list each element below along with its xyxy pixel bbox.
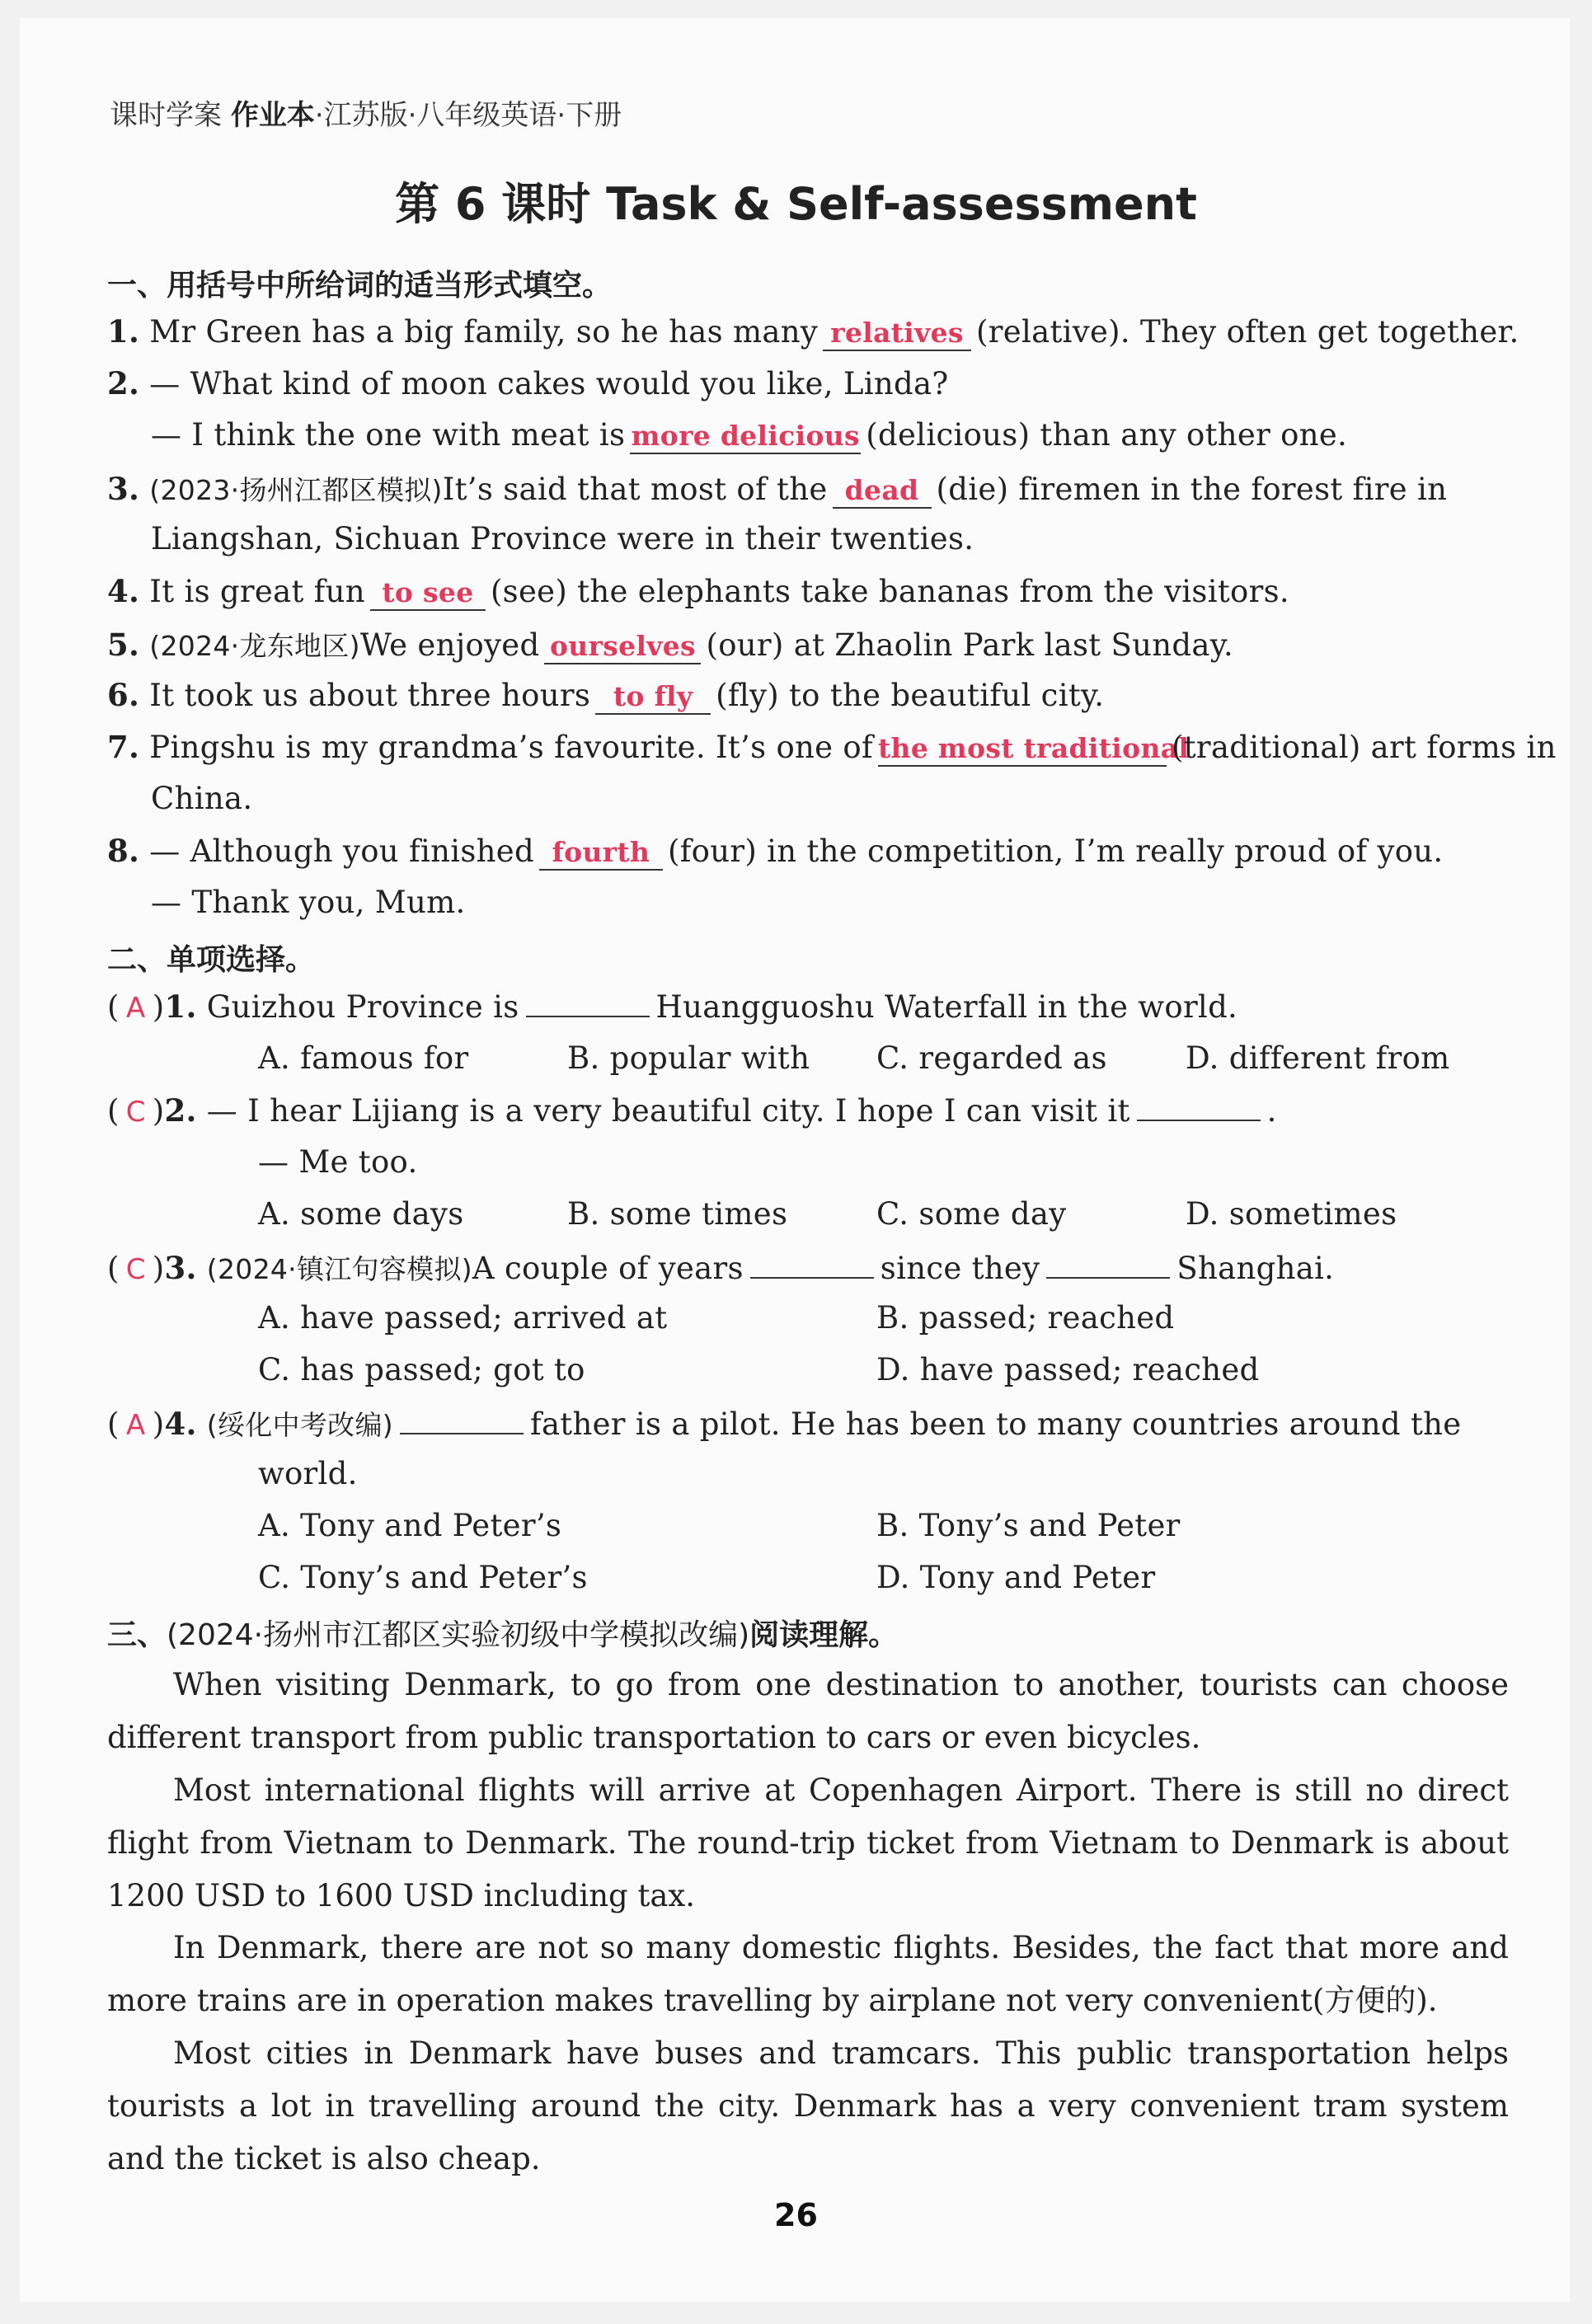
s2-q1-opt-c: C. regarded as — [876, 1040, 1107, 1076]
s2-q1-opt-d: D. different from — [1186, 1040, 1450, 1076]
page-title: 第 6 课时 Task & Self-assessment — [395, 178, 1197, 230]
reading-paragraph-3: In Denmark, there are not so many domestic flights. Besides, the fact that more and more trains are in operation makes travelling by airplane not very convenient(方便的). — [107, 1930, 1509, 2018]
s2-q1: ( A )1. Guizhou Province is Huangguoshu Waterfall in the world. — [107, 988, 1238, 1025]
reading-paragraph-2: Most international flights will arrive at Copenhagen Airport. There is still no direct flight from Vietnam to Denmark. The round-trip ticket from Vietnam to Denmark is about 1200 USD to 1600 USD including tax. — [107, 1772, 1509, 1913]
s2-q3-opt-b: B. passed; reached — [876, 1300, 1175, 1336]
s2-q2-opt-c: C. some day — [876, 1196, 1067, 1232]
s2-q2: ( C )2. — I hear Lijiang is a very beautiful city. I hope I can visit it . — [107, 1092, 1277, 1129]
s1-item-6: 6. It took us about three hours to fly (fly) to the beautiful city. — [107, 677, 1105, 713]
s1-item-5: 5. (2024·龙东地区)We enjoyed ourselves (our) at Zhaolin Park last Sunday. — [107, 627, 1234, 663]
s2-q2-opt-d: D. sometimes — [1186, 1196, 1397, 1232]
s2-q4-opt-a: A. Tony and Peter’s — [258, 1508, 562, 1543]
section3-heading: 三、(2024·扬州市江都区实验初级中学模拟改编)阅读理解。 — [107, 1618, 899, 1652]
section1-heading: 一、用括号中所给词的适当形式填空。 — [107, 269, 613, 303]
s2-q2-opt-a: A. some days — [258, 1196, 464, 1232]
s2-q2-line2: — Me too. — [258, 1144, 418, 1180]
s1-item-8: 8. — Although you finished fourth (four) in the competition, I’m really proud of you. — [107, 833, 1444, 869]
page-header: 课时学案 作业本·江苏版·八年级英语·下册 — [110, 99, 622, 132]
s2-q3-opt-c: C. has passed; got to — [258, 1352, 585, 1387]
s1-item-3: 3. (2023·扬州江都区模拟)It’s said that most of the dead (die) firemen in the forest fire in — [107, 471, 1448, 507]
s2-q4-line2: world. — [258, 1456, 358, 1491]
s2-q4-opt-b: B. Tony’s and Peter — [876, 1508, 1181, 1543]
s1-item-3b: Liangshan, Sichuan Province were in their twenties. — [151, 521, 974, 556]
s2-q3-opt-d: D. have passed; reached — [876, 1352, 1260, 1387]
section2-heading: 二、单项选择。 — [107, 943, 316, 977]
s2-q3-opt-a: A. have passed; arrived at — [258, 1300, 668, 1336]
s2-q4: ( A )4. (绥化中考改编) father is a pilot. He has been to many countries around the — [107, 1406, 1462, 1442]
s2-q2-opt-b: B. some times — [567, 1196, 788, 1232]
reading-paragraph-1: When visiting Denmark, to go from one destination to another, tourists can choose different transport from public transportation to cars or even bicycles. — [107, 1667, 1509, 1755]
s1-item-1: 1. Mr Green has a big family, so he has many relatives (relative). They often get together. — [107, 313, 1519, 350]
s1-item-4: 4. It is great fun to see (see) the elephants take bananas from the visitors. — [107, 573, 1289, 609]
s2-q3: ( C )3. (2024·镇江句容模拟)A couple of years since they Shanghai. — [107, 1250, 1335, 1286]
s2-q1-opt-b: B. popular with — [567, 1040, 810, 1076]
s1-item-2b: — I think the one with meat is more delicious (delicious) than any other one. — [151, 417, 1348, 453]
reading-paragraph-4: Most cities in Denmark have buses and tramcars. This public transportation helps tourists a lot in travelling around the city. Denmark has a very convenient tram system and the ticket is also cheap. — [107, 2035, 1509, 2176]
s1-item-7: 7. Pingshu is my grandma’s favourite. It’s one of the most traditional(traditional) art forms in — [107, 729, 1557, 765]
page-number: 26 — [774, 2197, 818, 2233]
s2-q4-opt-d: D. Tony and Peter — [876, 1560, 1156, 1595]
s1-item-7b: China. — [151, 781, 253, 816]
s2-q4-opt-c: C. Tony’s and Peter’s — [258, 1560, 588, 1595]
s1-item-2: 2. — What kind of moon cakes would you like, Linda? — [107, 365, 949, 401]
s2-q1-opt-a: A. famous for — [258, 1040, 469, 1076]
s1-item-8b: — Thank you, Mum. — [151, 885, 466, 920]
